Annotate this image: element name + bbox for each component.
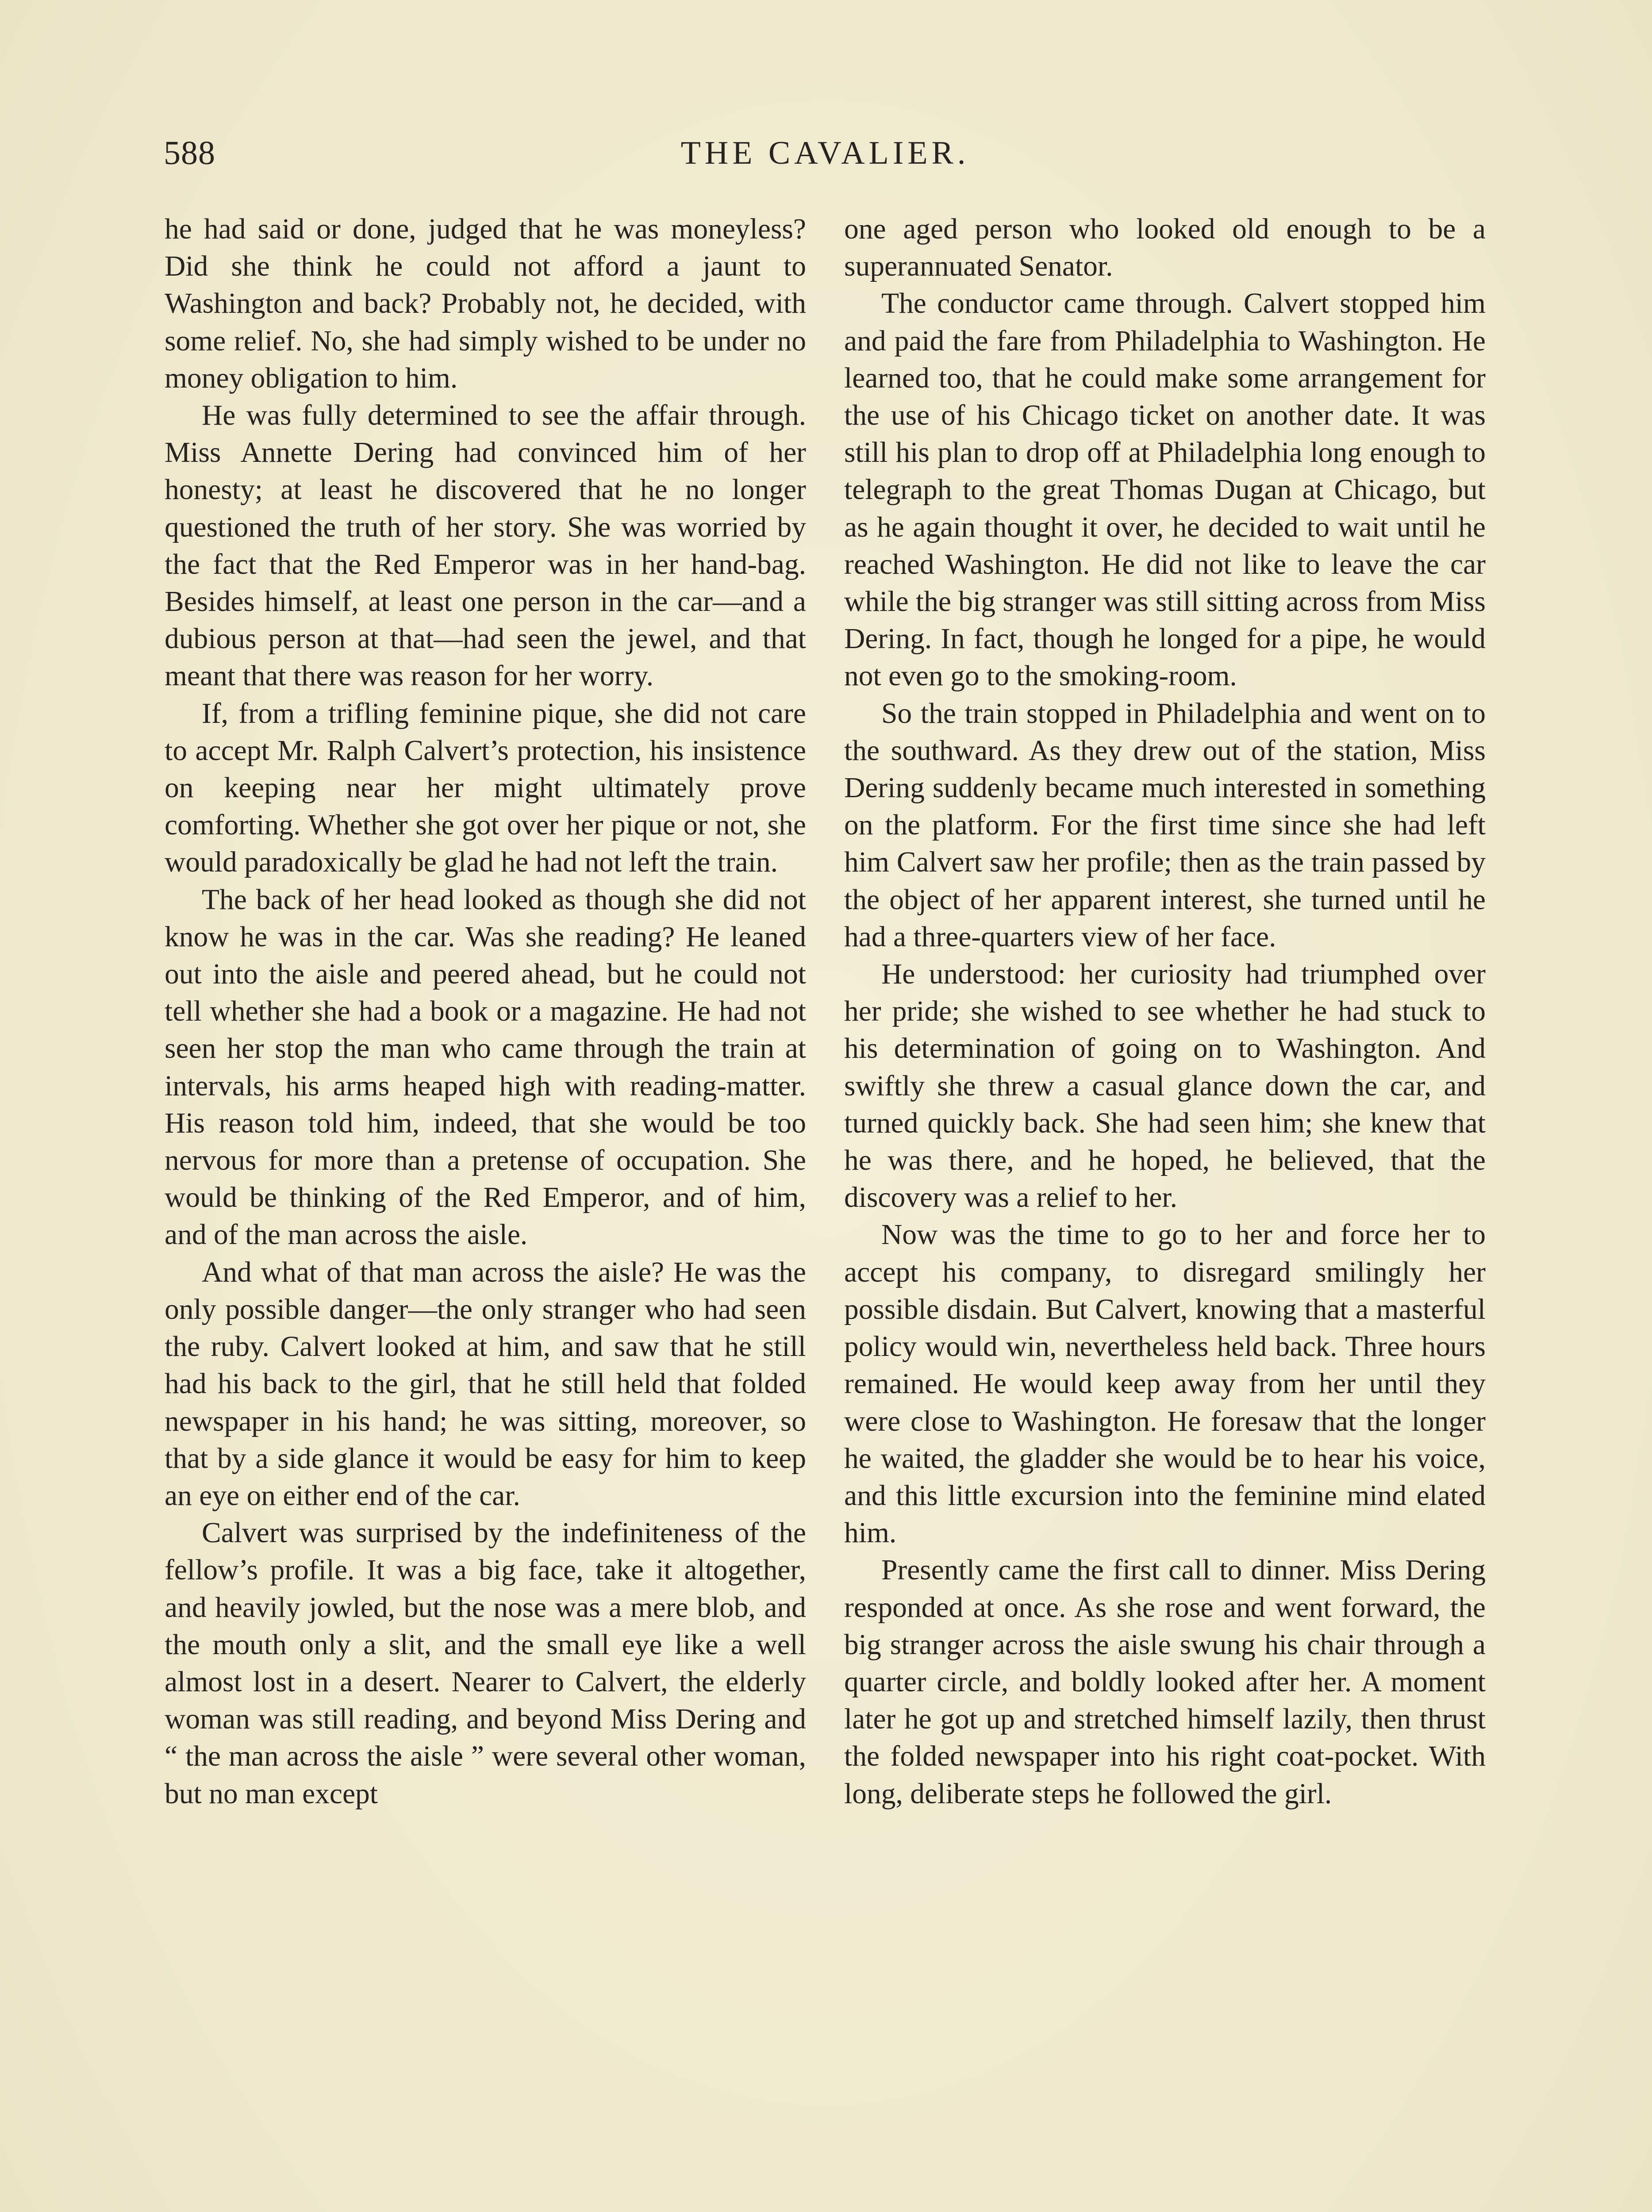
page-header xyxy=(164,131,1487,180)
left-column xyxy=(165,211,806,1813)
paragraph: The back of her head looked as though she did not know he was in the car. Was she reading? He leaned out into the aisle and peered ahead, but he could not tell whether she had a book or a magazine. He had not seen her stop the man who came through the train at intervals, his arms heaped high with reading-matter. His reason told him, indeed, that she would be too nervous for more than a pretense of occupation. She would be thinking of the Red Emperor, and of him, and of the man across the aisle. xyxy=(165,883,806,1251)
paragraph: Now was the time to go to her and force her to accept his company, to disregard smilingly her possible disdain. But Calvert, knowing that a masterful policy would win, nevertheless held back. Three hours remained. He would keep away from her until they were close to Washington. He foresaw that the longer he waited, the gladder she would be to hear his voice, and this little excursion into the feminine mind elated him. xyxy=(844,1219,1486,1549)
paragraph: And what of that man across the aisle? He was the only possible danger—the only stranger who had seen the ruby. Calvert looked at him, and saw that he still had his back to the girl, that he still held that folded newspaper in his hand; he was sitting, moreover, so that by a side glance it would be easy for him to keep an eye on either end of the car. xyxy=(165,1256,806,1512)
paragraph: The conductor came through. Calvert stopped him and paid the fare from Philadelphia to Washington. He learned too, that he could make some arrangement for the use of his Chicago ticket on another date. It was still his plan to drop off at Philadelphia long enough to telegraph to the great Thomas Dugan at Chicago, but as he again thought it over, he decided to wait until he reached Washington. He did not like to leave the car while the big stranger was still sitting across from Miss Dering. In fact, though he longed for a pipe, he would not even go to the smoking-room. xyxy=(844,288,1486,692)
paragraph: one aged person who looked old enough to be a superannuated Senator. xyxy=(844,213,1486,283)
paragraph: So the train stopped in Philadelphia and went on to the southward. As they drew out of the station, Miss Dering suddenly became much interested in something on the platform. For the first time since she had left him Calvert saw her profile; then as the train passed by the object of her apparent interest, she turned until he had a three-quarters view of her face. xyxy=(844,697,1486,953)
paragraph: He understood: her curiosity had triumphed over her pride; she wished to see whether he had stuck to his determination of going on to Washington. And swiftly she threw a casual glance down the car, and turned quickly back. She had seen him; she knew that he was there, and he hoped, he believed, that the discovery was a relief to her. xyxy=(844,958,1486,1214)
right-column xyxy=(844,211,1486,1813)
page-number: 588 xyxy=(164,134,215,172)
running-head: THE CAVALIER. xyxy=(680,135,970,171)
paragraph: Calvert was surprised by the indefiniteness of the fellow’s profile. It was a big face, take it altogether, and heavily jowled, but the nose was a mere blob, and the mouth only a slit, and the small eye like a well almost lost in a desert. Nearer to Calvert, the elderly woman was still reading, and beyond Miss Dering and “ the man across the aisle ” were several other woman, but no man except xyxy=(165,1517,806,1810)
paragraph: he had said or done, judged that he was moneyless? Did she think he could not afford a jaunt to Washington and back? Probably not, he decided, with some relief. No, she had simply wished to be under no money obligation to him. xyxy=(165,213,806,394)
paragraph: Presently came the first call to dinner. Miss Dering responded at once. As she rose and went forward, the big stranger across the aisle swung his chair through a quarter circle, and boldly looked after her. A moment later he got up and stretched himself lazily, then thrust the folded newspaper into his right coat-pocket. With long, deliberate steps he followed the girl. xyxy=(844,1554,1486,1810)
paragraph: If, from a trifling feminine pique, she did not care to accept Mr. Ralph Calvert’s protection, his insistence on keeping near her might ultimately prove comforting. Whether she got over her pique or not, she would paradoxically be glad he had not left the train. xyxy=(165,697,806,879)
paragraph: He was fully determined to see the affair through. Miss Annette Dering had convinced him of her honesty; at least he discovered that he no longer questioned the truth of her story. She was worried by the fact that the Red Emperor was in her hand-bag. Besides himself, at least one person in the car—and a dubious person at that—had seen the jewel, and that meant that there was reason for her worry. xyxy=(165,399,806,692)
